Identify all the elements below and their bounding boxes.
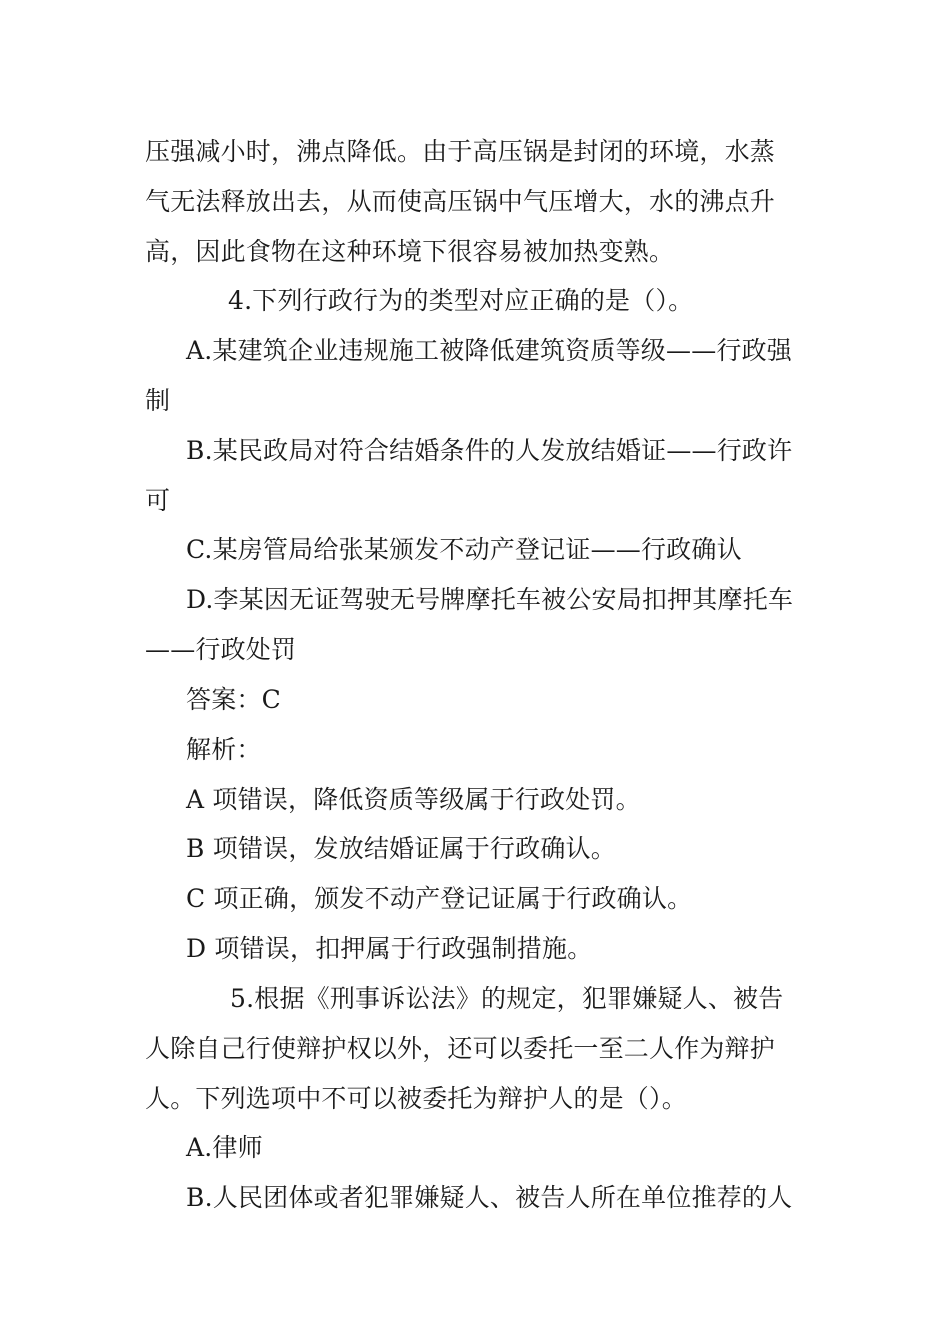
question-4-option-d-continued: ——行政处罚 — [145, 635, 297, 664]
answer-line: 答案：C — [186, 685, 281, 714]
question-5-option-a: A.律师 — [186, 1133, 263, 1162]
question-4-option-b-continued: 可 — [145, 486, 171, 515]
paragraph-line: 气无法释放出去，从而使高压锅中气压增大，水的沸点升 — [145, 187, 776, 216]
question-4-option-a: A.某建筑企业违规施工被降低建筑资质等级——行政强 — [186, 336, 793, 365]
question-4-option-d: D.李某因无证驾驶无号牌摩托车被公安局扣押其摩托车 — [186, 585, 794, 614]
question-5-option-b: B.人民团体或者犯罪嫌疑人、被告人所在单位推荐的人 — [186, 1183, 793, 1212]
analysis-item-c: C 项正确，颁发不动产登记证属于行政确认。 — [186, 884, 693, 913]
analysis-item-a: A 项错误，降低资质等级属于行政处罚。 — [186, 785, 641, 814]
question-4-option-b: B.某民政局对符合结婚条件的人发放结婚证——行政许 — [186, 436, 793, 465]
question-4-option-a-continued: 制 — [145, 386, 171, 415]
question-5-stem-continued: 人。下列选项中不可以被委托为辩护人的是（）。 — [145, 1084, 687, 1113]
question-5-stem: 5.根据《刑事诉讼法》的规定，犯罪嫌疑人、被告 — [230, 984, 784, 1013]
question-4-stem: 4.下列行政行为的类型对应正确的是（）。 — [228, 286, 694, 315]
analysis-heading: 解析： — [186, 735, 262, 764]
paragraph-line: 压强减小时，沸点降低。由于高压锅是封闭的环境，水蒸 — [145, 137, 776, 166]
paragraph-line: 高，因此食物在这种环境下很容易被加热变熟。 — [145, 237, 675, 266]
question-4-option-c: C.某房管局给张某颁发不动产登记证——行政确认 — [186, 535, 742, 564]
analysis-item-d: D 项错误，扣押属于行政强制措施。 — [186, 934, 593, 963]
question-5-stem-continued: 人除自己行使辩护权以外，还可以委托一至二人作为辩护 — [145, 1034, 776, 1063]
analysis-item-b: B 项错误，发放结婚证属于行政确认。 — [186, 834, 616, 863]
